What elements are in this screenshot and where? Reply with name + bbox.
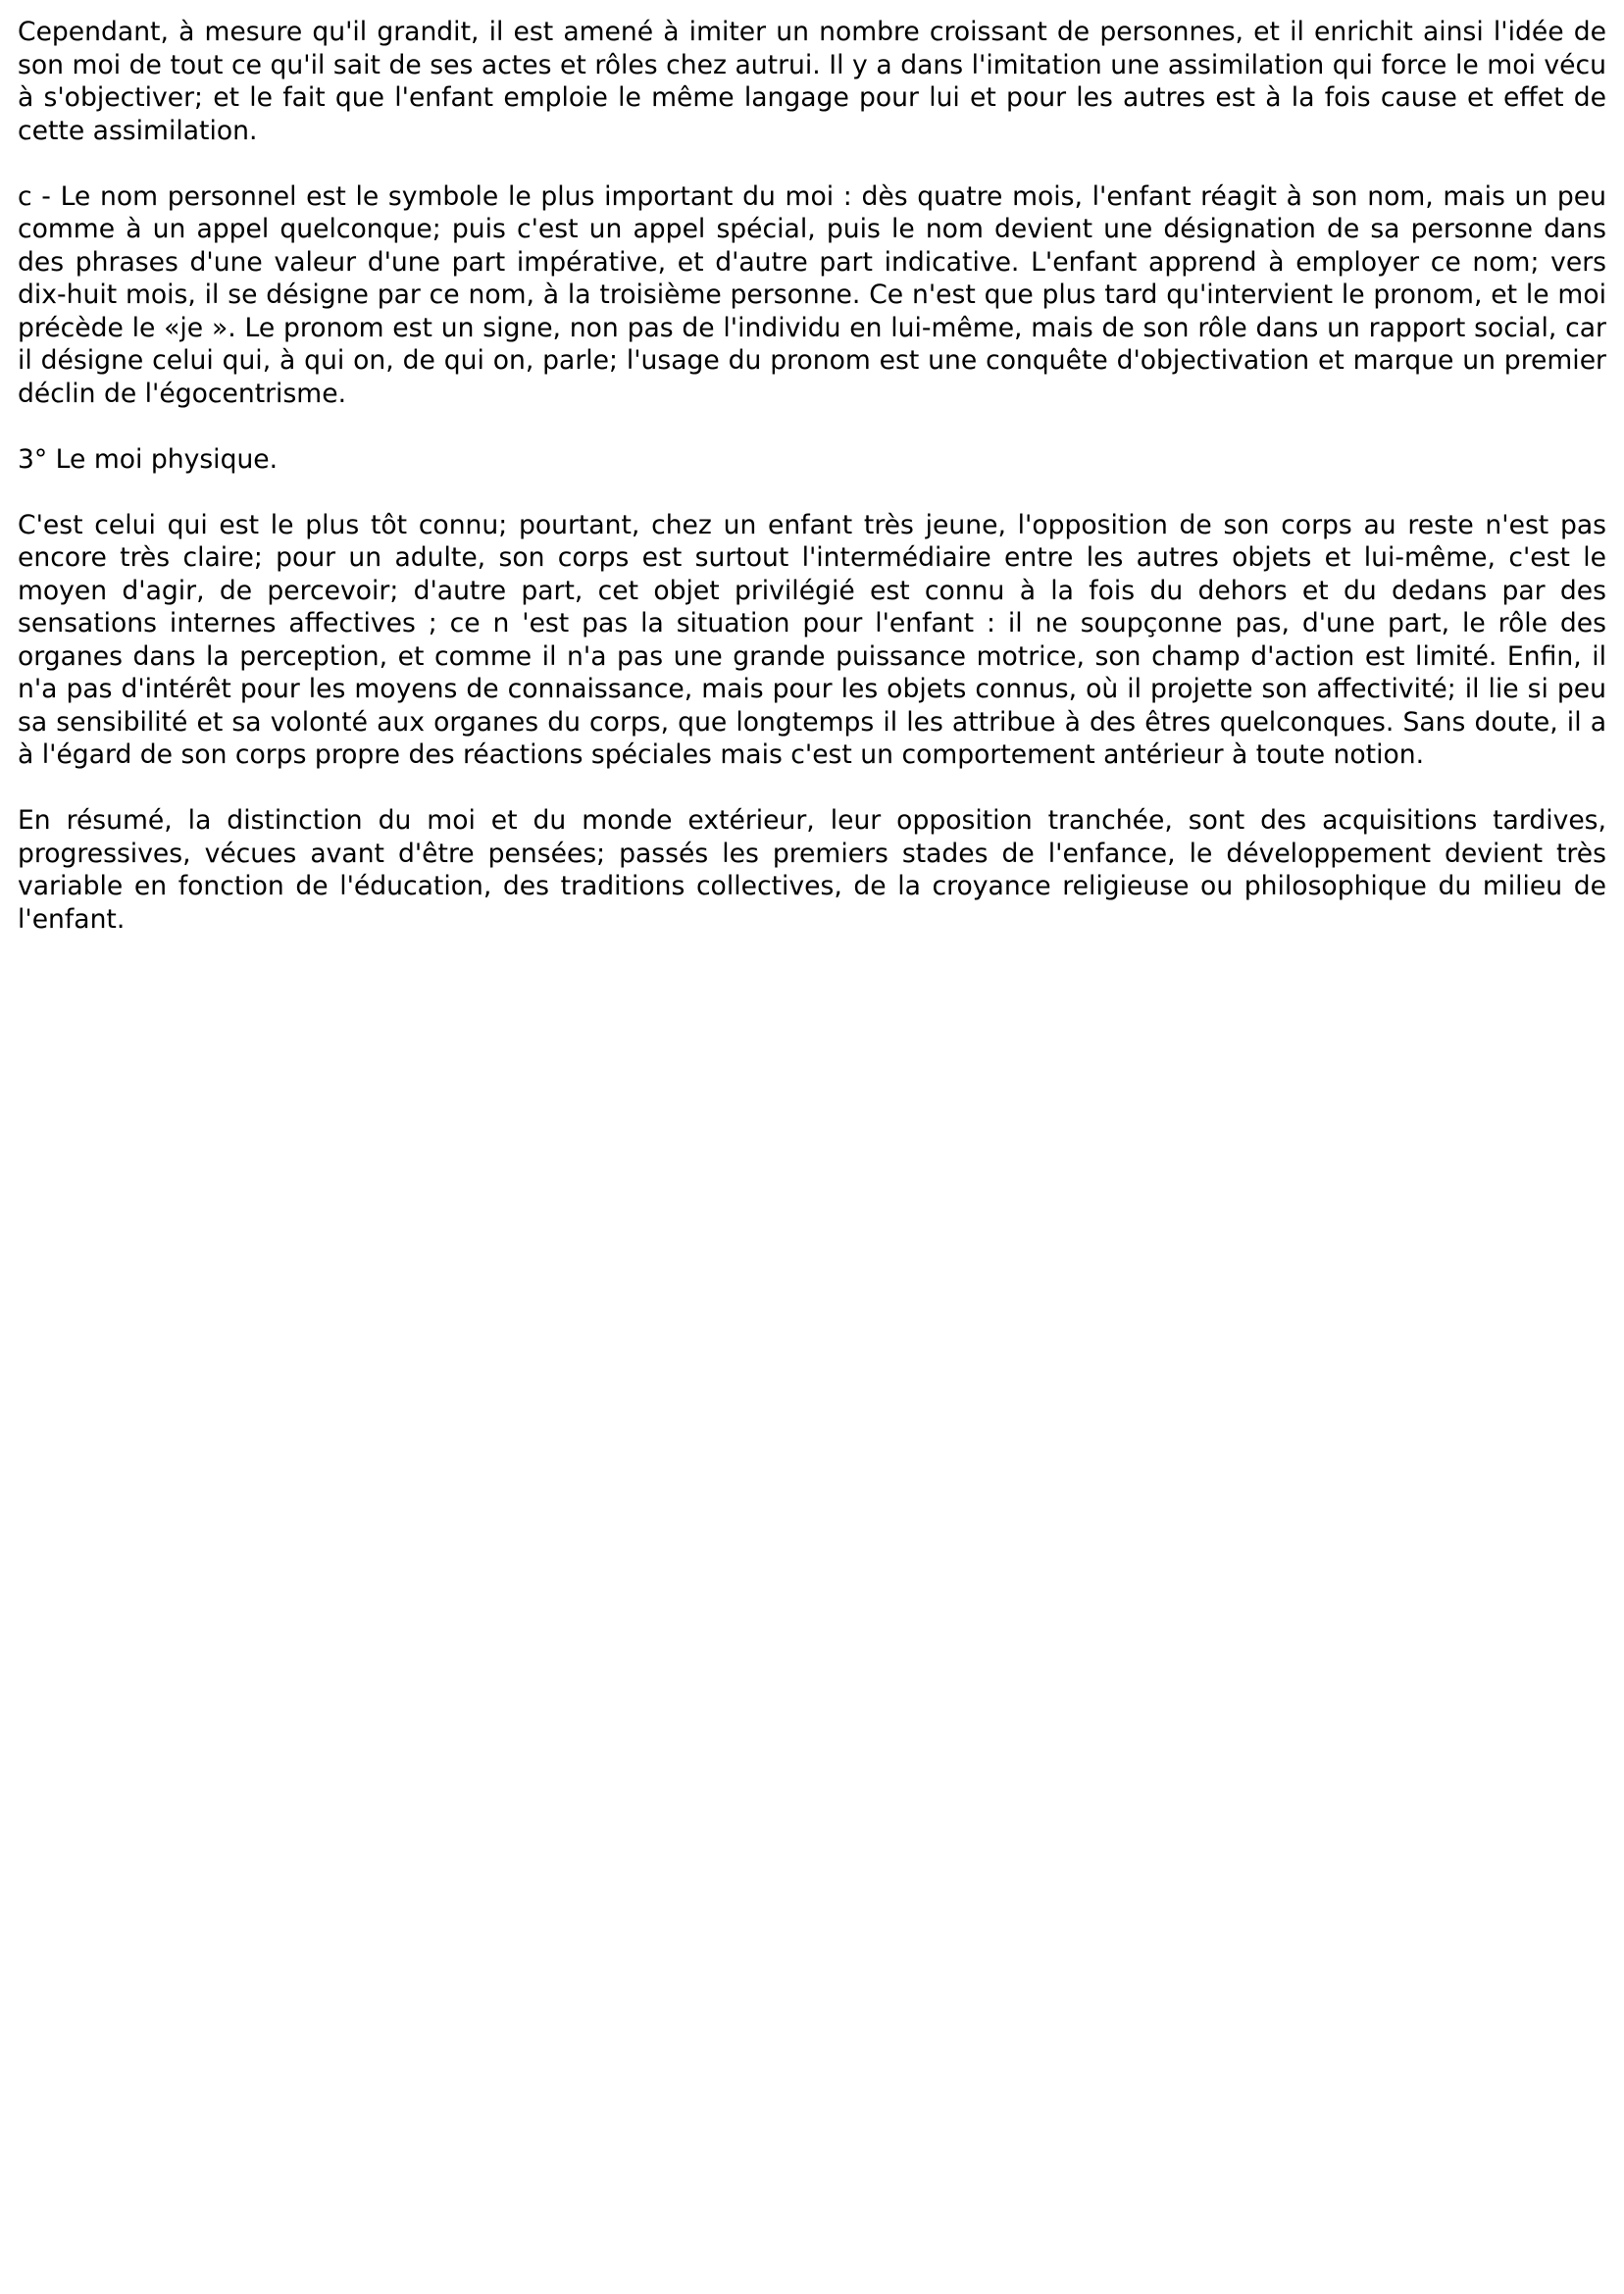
paragraph-imitation: Cependant, à mesure qu'il grandit, il est amené à imiter un nombre croissant de personnes, et il enrichit ainsi l'idée de son moi de tout ce qu'il sait de ses actes et rôles chez autrui. Il y a dans l'imitation une assimilation qui force le moi vécu à s'objectiver; et le fait que l'enfant emploie le même langage pour lui et pour les autres est à la fois cause et effet de cette assimilation. [18, 17, 1606, 146]
document-page [18, 16, 1606, 969]
paragraph-moi-physique: C'est celui qui est le plus tôt connu; pourtant, chez un enfant très jeune, l'opposition de son corps au reste n'est pas encore très claire; pour un adulte, son corps est surtout l'intermédiaire entre les autres objets et lui-même, c'est le moyen d'agir, de percevoir; d'autre part, cet objet privilégié est connu à la fois du dehors et du dedans par des sensations internes affectives ; ce n 'est pas la situation pour l'enfant : il ne soupçonne pas, d'une part, le rôle des organes dans la perception, et comme il n'a pas une grande puissance motrice, son champ d'action est limité. Enfin, il n'a pas d'intérêt pour les moyens de connaissance, mais pour les objets connus, où il projette son affectivité; il lie si peu sa sensibilité et sa volonté aux organes du corps, que longtemps il les attribue à des êtres quelconques. Sans doute, il a à l'égard de son corps propre des réactions spéciales mais c'est un comportement antérieur à toute notion. [18, 509, 1606, 770]
paragraph-resume: En résumé, la distinction du moi et du monde extérieur, leur opposition tranchée, sont des acquisitions tardives, progressives, vécues avant d'être pensées; passés les premiers stades de l'enfance, le développement devient très variable en fonction de l'éducation, des traditions collectives, de la croyance religieuse ou philosophique du milieu de l'enfant. [18, 805, 1606, 935]
paragraph-nom-personnel: c - Le nom personnel est le symbole le plus important du moi : dès quatre mois, l'enfant réagit à son nom, mais un peu comme à un appel quelconque; puis c'est un appel spécial, puis le nom devient une désignation de sa personne dans des phrases d'une valeur d'une part impérative, et d'autre part indicative. L'enfant apprend à employer ce nom; vers dix-huit mois, il se désigne par ce nom, à la troisième personne. Ce n'est que plus tard qu'intervient le pronom, et le moi précède le «je ». Le pronom est un signe, non pas de l'individu en lui-même, mais de son rôle dans un rapport social, car il désigne celui qui, à qui on, de qui on, parle; l'usage du pronom est une conquête d'objectivation et marque un premier déclin de l'égocentrisme. [18, 180, 1606, 409]
section-heading-moi-physique: 3° Le moi physique. [18, 443, 279, 475]
